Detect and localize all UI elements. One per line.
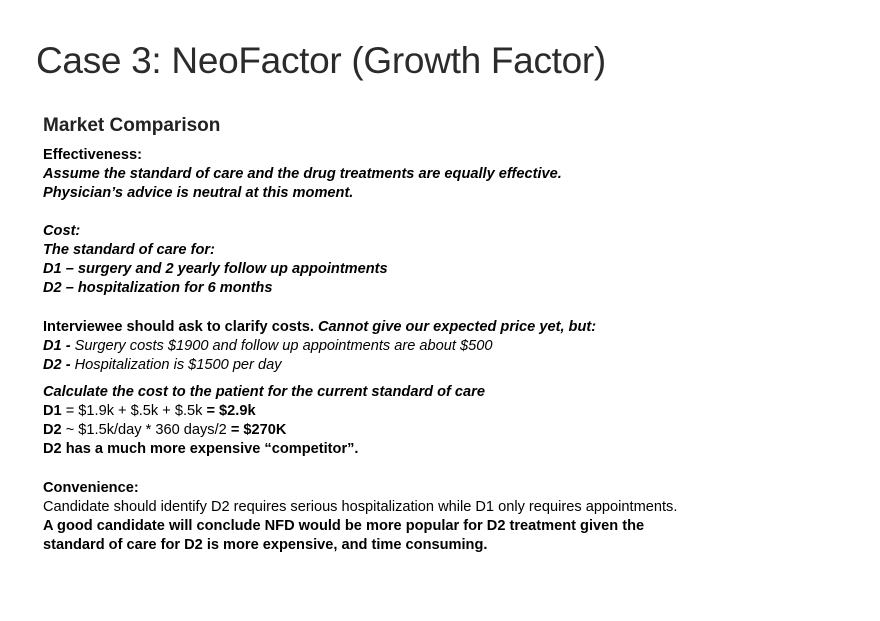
calc-heading: Calculate the cost to the patient for the current standard of care — [43, 384, 485, 400]
convenience-label: Convenience: — [43, 480, 139, 496]
clarify-d2-text: Hospitalization is $1500 per day — [74, 357, 282, 373]
slide-title: Case 3: NeoFactor (Growth Factor) — [36, 40, 606, 81]
clarify-d2-label: D2 - — [43, 357, 75, 373]
clarify-d1-text: Surgery costs $1900 and follow up appointments are about $500 — [74, 338, 493, 354]
calc-conclusion: D2 has a much more expensive “competitor”. — [43, 441, 359, 457]
section-heading: Market Comparison — [43, 115, 221, 136]
calc-d1-label: D1 — [43, 403, 62, 419]
calc-d2-formula: ~ $1.5k/day * 360 days/2 — [61, 422, 231, 438]
effectiveness-line-1: Assume the standard of care and the drug treatments are equally effective. — [43, 166, 562, 182]
clarify-d2 — [43, 356, 596, 375]
clarify-d1-label: D1 - — [43, 338, 75, 354]
calc-d1-result: = $2.9k — [206, 403, 256, 419]
clarify-line — [43, 318, 596, 337]
clarify-lead: Interviewee should ask to clarify costs. — [43, 319, 318, 335]
effectiveness-section — [43, 146, 562, 203]
calc-d2-label: D2 — [43, 422, 62, 438]
clarify-note: Cannot give our expected price yet, but: — [317, 319, 597, 335]
calc-d2-result: = $270K — [230, 422, 287, 438]
convenience-section — [43, 479, 677, 555]
calc-d1-formula: = $1.9k + $.5k + $.5k — [61, 403, 207, 419]
cost-label: Cost: — [43, 223, 81, 239]
effectiveness-label: Effectiveness: — [43, 147, 142, 163]
calc-d1 — [43, 402, 485, 421]
cost-intro: The standard of care for: — [43, 242, 215, 258]
clarify-d1 — [43, 337, 596, 356]
calculation-section — [43, 383, 485, 459]
clarify-section — [43, 318, 596, 375]
convenience-line-2: A good candidate will conclude NFD would be more popular for D2 treatment given the — [43, 518, 645, 534]
convenience-line-1: Candidate should identify D2 requires serious hospitalization while D1 only requires appointments. — [43, 499, 678, 515]
convenience-line-3: standard of care for D2 is more expensive, and time consuming. — [43, 537, 488, 553]
cost-d2: D2 – hospitalization for 6 months — [43, 280, 273, 296]
calc-d2 — [43, 421, 485, 440]
effectiveness-line-2: Physician’s advice is neutral at this moment. — [43, 185, 354, 201]
cost-section — [43, 222, 388, 298]
cost-d1: D1 – surgery and 2 yearly follow up appointments — [43, 261, 388, 277]
